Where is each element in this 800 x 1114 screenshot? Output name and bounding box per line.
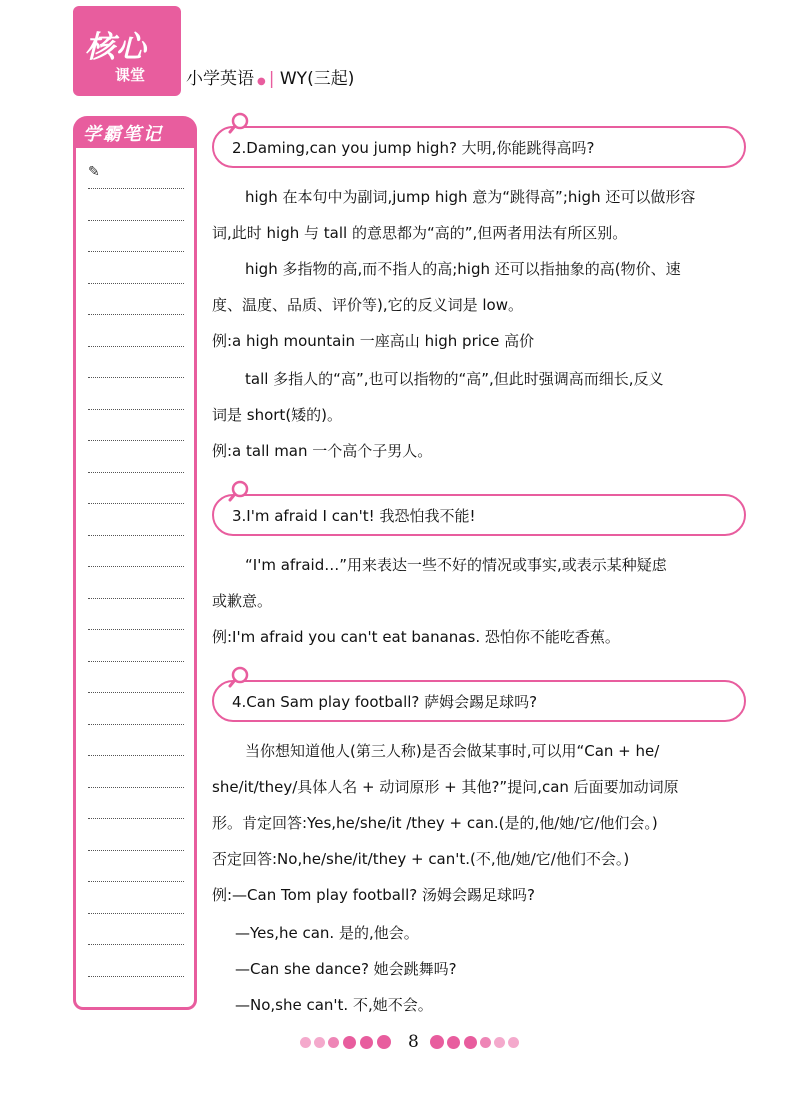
paragraph-line: 否定回答:No,he/she/it/they + can't.(不,他/她/它/他们不会。) [212,850,630,868]
notes-line [88,251,184,252]
paragraph-line: high 在本句中为副词,jump high 意为“跳得高”;high 还可以做形容 [245,188,696,206]
footer-dot [508,1037,519,1048]
notes-line [88,314,184,315]
notes-line [88,881,184,882]
notes-line [88,346,184,347]
pencil-icon: ✎ [88,164,100,180]
paragraph-line: “I'm afraid…”用来表达一些不好的情况或事实,或表示某种疑虑 [245,556,667,574]
example-line: 例:—Can Tom play football? 汤姆会踢足球吗? [212,886,535,904]
header-dot-icon: ● [257,76,266,87]
logo [73,6,181,96]
notes-line [88,661,184,662]
paragraph-line: high 多指物的高,而不指人的高;high 还可以指抽象的高(物价、速 [245,260,681,278]
footer-dot [494,1037,505,1048]
example-line: 例:a high mountain 一座高山 high price 高价 [212,332,535,350]
paragraph-line: 词,此时 high 与 tall 的意思都为“高的”,但两者用法有所区别。 [212,224,628,242]
book-header [186,64,354,89]
section-heading-text: 2.Daming,can you jump high? 大明,你能跳得高吗? [232,139,595,157]
notes-line [88,535,184,536]
notes-line [88,850,184,851]
section-heading-2 [212,126,746,168]
notes-box [73,148,197,1010]
notes-line [88,598,184,599]
footer-dot [314,1037,325,1048]
notes-tab [73,116,197,148]
magnifier-icon [228,480,250,502]
footer-dot [447,1036,460,1049]
example-line: —Can she dance? 她会跳舞吗? [235,960,457,978]
notes-line [88,440,184,441]
section-heading-4 [212,680,746,722]
notes-line [88,724,184,725]
footer-dot [480,1037,491,1048]
magnifier-icon [228,112,250,134]
notes-line [88,566,184,567]
notes-line [88,409,184,410]
section-heading-text: 3.I'm afraid I can't! 我恐怕我不能! [232,507,476,525]
notes-line [88,818,184,819]
logo-line2: 课堂 [115,66,146,84]
notes-line [88,944,184,945]
example-line: 例:a tall man 一个高个子男人。 [212,442,433,460]
paragraph-line: 度、温度、品质、评价等),它的反义词是 low。 [212,296,524,314]
page-footer [300,1032,520,1054]
logo-line1: 核心 [85,30,147,65]
header-separator: | [268,69,275,89]
example-line: 例:I'm afraid you can't eat bananas. 恐怕你不能吃香蕉。 [212,628,620,646]
section-heading-3 [212,494,746,536]
example-line: —No,she can't. 不,她不会。 [235,996,433,1014]
notes-line [88,692,184,693]
notes-line [88,377,184,378]
paragraph-line: 词是 short(矮的)。 [212,406,343,424]
footer-dot [300,1037,311,1048]
example-line: —Yes,he can. 是的,他会。 [235,924,419,942]
paragraph-line: 或歉意。 [212,592,273,610]
notes-line [88,283,184,284]
footer-dot [360,1036,373,1049]
notes-line [88,220,184,221]
notes-line [88,188,184,189]
subject-label: 小学英语 [186,69,254,89]
paragraph-line: tall 多指人的“高”,也可以指物的“高”,但此时强调高而细长,反义 [245,370,664,388]
edition-label: WY(三起) [279,69,355,89]
footer-dot [377,1035,391,1049]
notes-line [88,787,184,788]
paragraph-line: she/it/they/具体人名 + 动词原形 + 其他?”提问,can 后面要加动词原 [212,778,679,796]
footer-dot [343,1036,356,1049]
notes-line [88,503,184,504]
footer-dot [328,1037,339,1048]
notes-line [88,976,184,977]
notes-title: 学霸笔记 [83,124,163,145]
magnifier-icon [228,666,250,688]
notes-line [88,913,184,914]
notes-line [88,755,184,756]
page-number: 8 [408,1032,419,1052]
section-heading-text: 4.Can Sam play football? 萨姆会踢足球吗? [232,693,538,711]
notes-line [88,629,184,630]
paragraph-line: 当你想知道他人(第三人称)是否会做某事时,可以用“Can + he/ [245,742,660,760]
footer-dot [464,1036,477,1049]
paragraph-line: 形。肯定回答:Yes,he/she/it /they + can.(是的,他/她/它/他们会。) [212,814,658,832]
notes-line [88,472,184,473]
footer-dot [430,1035,444,1049]
